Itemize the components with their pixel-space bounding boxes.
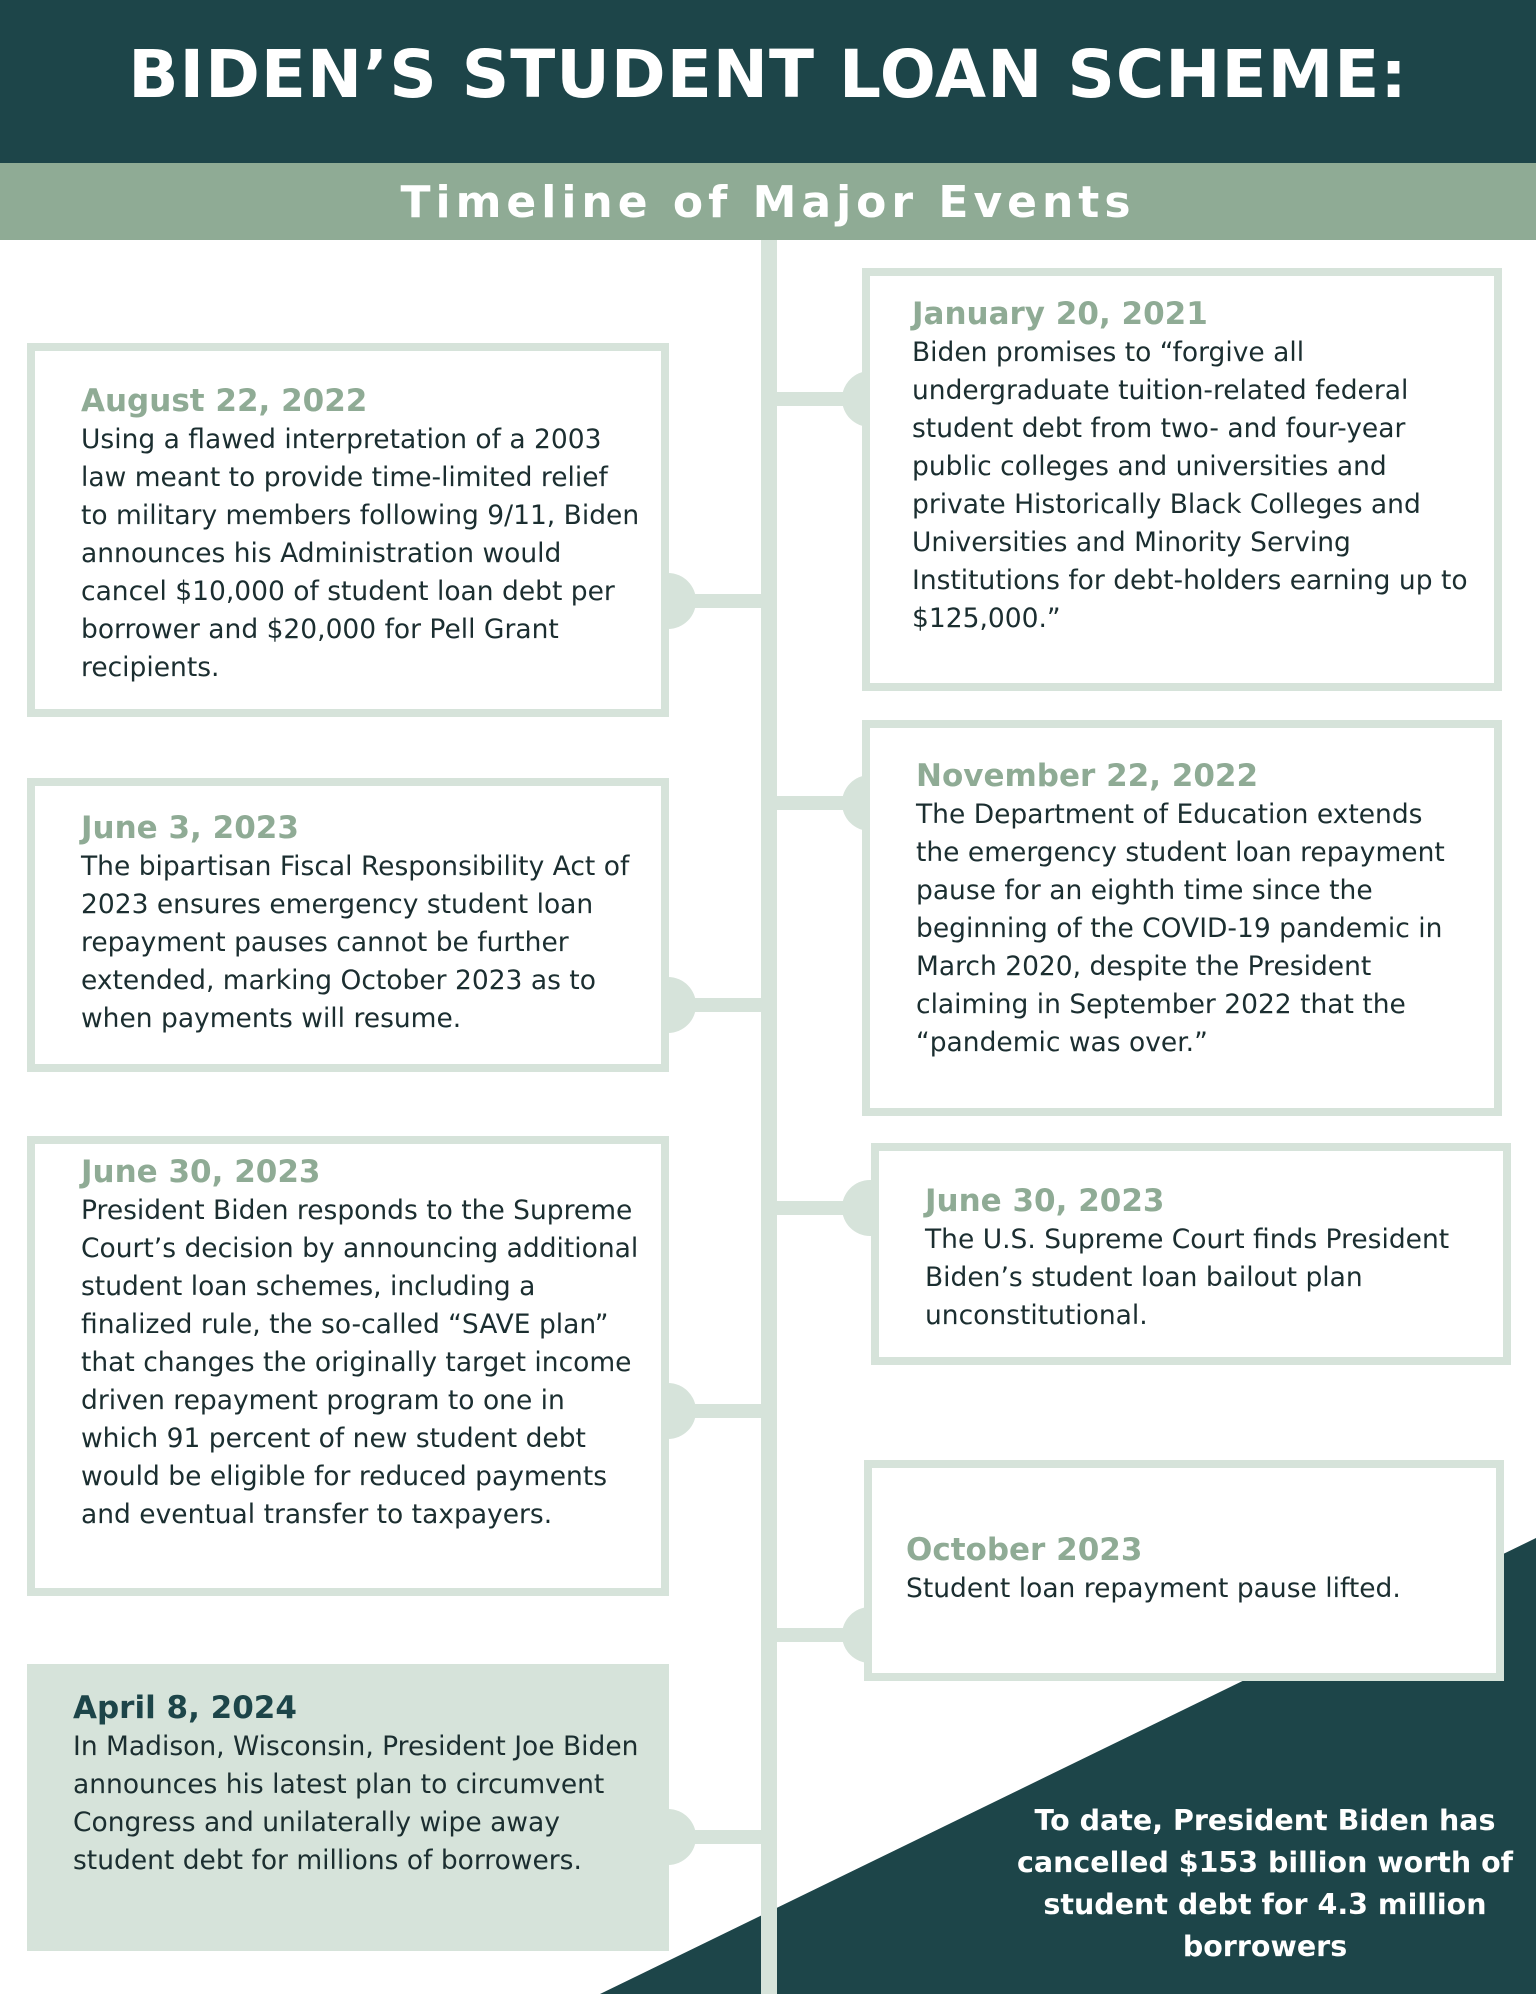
event-card-jan-2021 xyxy=(862,268,1502,691)
event-description: Using a flawed interpretation of a 2003 law meant to provide time-limited relief to military members following 9/11, Biden announces his Administration would cancel $10,000 of student loan debt per borrower and $20,000 for Pell Grant recipients. xyxy=(81,424,640,683)
event-date: August 22, 2022 xyxy=(81,383,368,419)
event-card-jun-30-2023-court xyxy=(871,1143,1511,1365)
summary-statement: To date, President Biden has cancelled $153 billion worth of student debt for 4.3 million borrowers xyxy=(1016,1804,1514,1963)
event-description: Student loan repayment pause lifted. xyxy=(906,1573,1401,1604)
event-description: The U.S. Supreme Court finds President Biden’s student loan bailout plan unconstitutional. xyxy=(925,1224,1450,1331)
event-date: April 8, 2024 xyxy=(73,1690,297,1726)
event-description: President Biden responds to the Supreme Court’s decision by announcing additional student loan schemes, including a finalized rule, the so-called “SAVE plan” that changes the originally target income driven repayment program to one in which 91 percent of new student debt would be eligible for reduced payments and eventual transfer to taxpayers. xyxy=(81,1195,639,1530)
event-description: Biden promises to “forgive all undergraduate tuition-related federal student debt from two- and four-year public colleges and universities and private Historically Black Colleges and Universities and Minority Serving Institutions for debt-holders earning up to $125,000.” xyxy=(912,337,1468,634)
event-description: The Department of Education extends the emergency student loan repayment pause for an eighth time since the beginning of the COVID-19 pandemic in March 2020, despite the President claiming in September 2022 that the “pandemic was over.” xyxy=(916,799,1445,1058)
timeline-spine xyxy=(761,240,777,1994)
event-card-aug-2022 xyxy=(27,343,669,717)
event-card-nov-2022 xyxy=(862,720,1502,1116)
event-card-apr-2024 xyxy=(27,1664,669,1951)
page-subtitle: Timeline of Major Events xyxy=(400,177,1136,228)
event-date: June 30, 2023 xyxy=(925,1183,1165,1219)
event-date: June 3, 2023 xyxy=(81,810,299,846)
event-card-jun-3-2023 xyxy=(27,778,669,1072)
event-date: October 2023 xyxy=(906,1532,1143,1568)
event-date: June 30, 2023 xyxy=(81,1154,321,1190)
event-description: The bipartisan Fiscal Responsibility Act of 2023 ensures emergency student loan repayment pauses cannot be further extended, marking October 2023 as to when payments will resume. xyxy=(81,851,630,1034)
event-date: January 20, 2021 xyxy=(912,296,1208,332)
event-card-oct-2023 xyxy=(864,1460,1504,1681)
event-description: In Madison, Wisconsin, President Joe Biden announces his latest plan to circumvent Congress and unilaterally wipe away student debt for millions of borrowers. xyxy=(73,1731,639,1876)
event-date: November 22, 2022 xyxy=(916,758,1259,794)
event-card-jun-30-2023-response xyxy=(27,1136,669,1596)
page-title: BIDEN’S STUDENT LOAN SCHEME: xyxy=(128,36,1408,113)
